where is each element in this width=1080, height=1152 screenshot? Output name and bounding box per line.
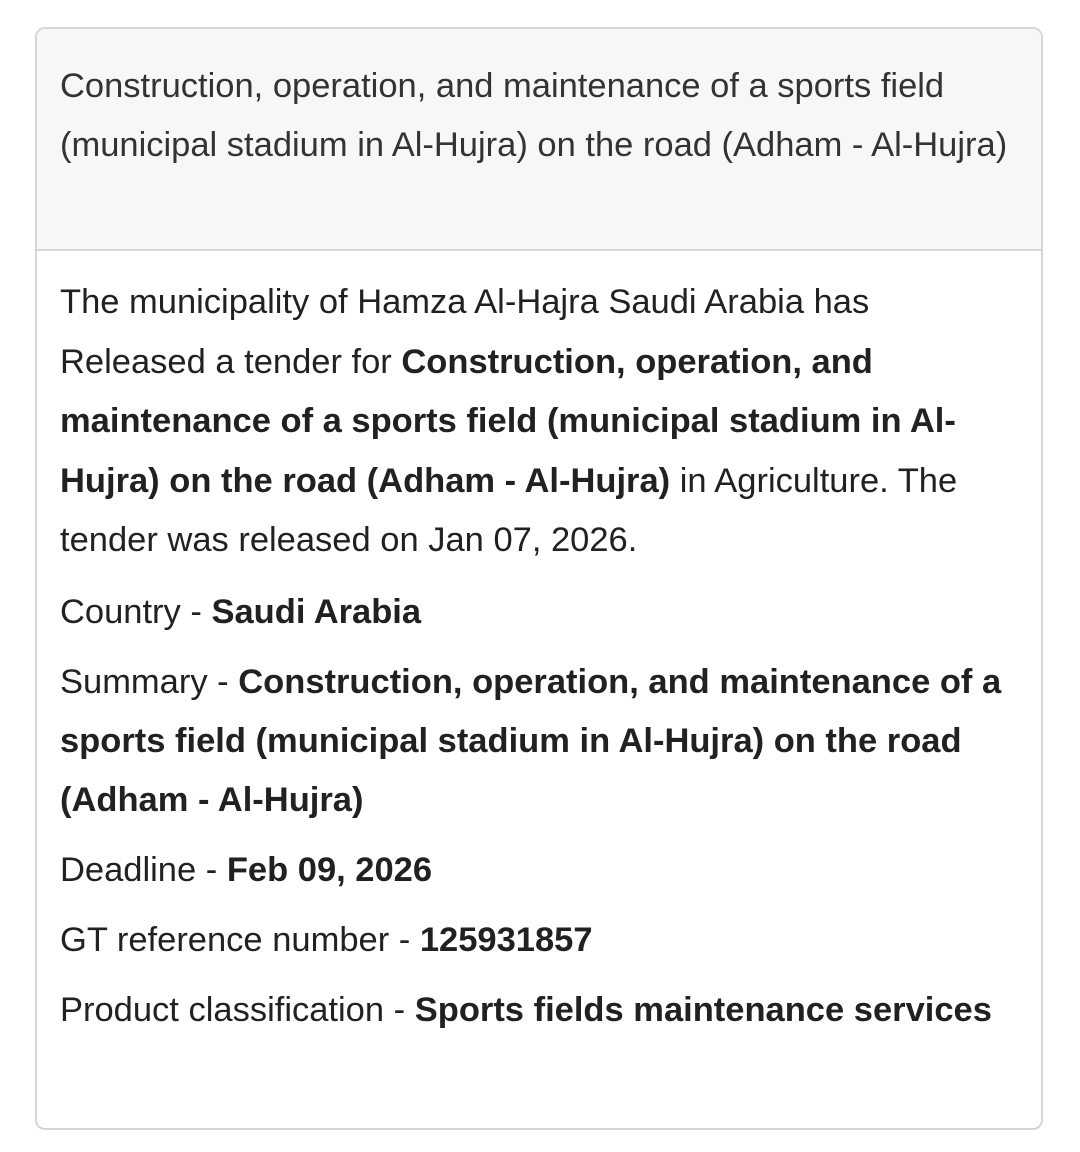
- description-title: Construction, operation, and maintenance of a sports field (municipal stadium in Al-Hujra) on the road (Adham - Al-Hujra): [60, 342, 956, 500]
- tender-card: [35, 27, 1043, 1130]
- field-deadline: [60, 841, 1019, 900]
- card-body: [37, 251, 1041, 1040]
- field-value: Sports fields maintenance services: [414, 990, 992, 1029]
- field-label: Summary -: [60, 662, 239, 701]
- description-prefix: The municipality of Hamza Al-Hajra Saudi Arabia has Released a tender for: [60, 283, 870, 381]
- card-header: [37, 29, 1041, 251]
- field-value: Construction, operation, and maintenance of a sports field (municipal stadium in Al-Hujra) on the road (Adham - Al-Hujra): [60, 662, 1002, 819]
- field-label: Product classification -: [60, 990, 415, 1029]
- field-value: Feb 09, 2026: [226, 850, 433, 889]
- tender-description: [60, 273, 1019, 571]
- field-summary: [60, 653, 1019, 830]
- field-label: Deadline -: [60, 850, 227, 889]
- field-product-classification: [60, 981, 1019, 1040]
- description-suffix: in Agriculture. The tender was released on Jan 07, 2026.: [60, 461, 958, 559]
- field-value: 125931857: [419, 920, 593, 959]
- field-value: Saudi Arabia: [211, 592, 422, 631]
- field-label: Country -: [60, 592, 212, 631]
- field-label: GT reference number -: [60, 920, 420, 959]
- field-reference-number: [60, 911, 1019, 970]
- field-country: [60, 583, 1019, 642]
- tender-title: Construction, operation, and maintenance of a sports field (municipal stadium in Al-Hujra) on the road (Adham - Al-Hujra): [60, 67, 1008, 164]
